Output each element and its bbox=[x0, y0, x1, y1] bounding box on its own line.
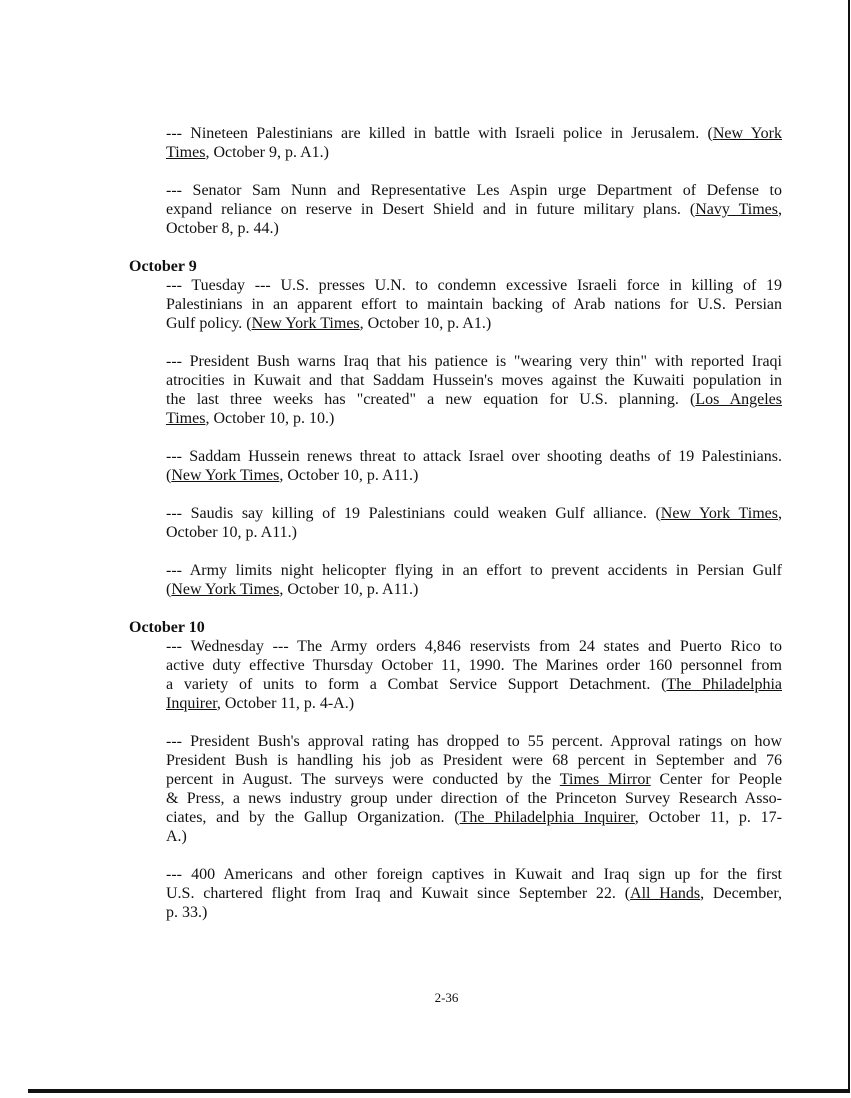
date-heading: October 10 bbox=[129, 619, 205, 636]
text-line bbox=[166, 219, 782, 238]
text-segment: , October 10, p. A11.) bbox=[279, 467, 419, 484]
text-segment: Palestinians in an apparent effort to maintain backing of Arab nations for U.S. Persian bbox=[166, 296, 782, 313]
text-segment: a variety of units to form a Combat Service Support Detachment. ( bbox=[166, 676, 667, 693]
chronology-entry bbox=[166, 637, 782, 713]
text-segment: --- President Bush warns Iraq that his patience is "wearing very thin" with reported Iraqi bbox=[166, 353, 782, 370]
text-segment: , December, bbox=[700, 885, 783, 902]
text-line bbox=[166, 124, 782, 143]
text-line bbox=[166, 371, 782, 390]
text-segment: p. 33.) bbox=[166, 904, 208, 921]
text-line bbox=[166, 732, 782, 751]
text-segment: A.) bbox=[166, 828, 187, 845]
source-citation: The Philadelphia bbox=[666, 676, 782, 693]
text-line bbox=[166, 447, 782, 466]
source-citation: Times bbox=[166, 410, 206, 427]
text-line bbox=[166, 675, 782, 694]
text-segment: ( bbox=[166, 581, 172, 598]
text-segment: --- Nineteen Palestinians are killed in battle with Israeli police in Jerusalem. ( bbox=[166, 125, 713, 142]
document-body bbox=[129, 124, 782, 941]
text-segment: , October 11, p. 4-A.) bbox=[216, 695, 355, 712]
text-segment: the last three weeks has "created" a new equation for U.S. planning. ( bbox=[166, 391, 696, 408]
text-line bbox=[166, 390, 782, 409]
text-segment: ciates, and by the Gallup Organization. ( bbox=[166, 809, 460, 826]
chronology-entry bbox=[166, 732, 782, 846]
chronology-entry bbox=[166, 561, 782, 599]
source-citation: All Hands bbox=[630, 885, 701, 902]
text-segment: --- President Bush's approval rating has dropped to 55 percent. Approval ratings on how bbox=[166, 733, 782, 750]
text-line bbox=[166, 884, 782, 903]
source-citation: Times bbox=[166, 144, 206, 161]
chronology-entry bbox=[166, 124, 782, 162]
text-line bbox=[166, 751, 782, 770]
text-line bbox=[166, 200, 782, 219]
source-citation: New York Times bbox=[660, 505, 778, 522]
text-line bbox=[166, 276, 782, 295]
text-line bbox=[166, 181, 782, 200]
source-citation: Times Mirror bbox=[559, 771, 651, 788]
text-segment: October 8, p. 44.) bbox=[166, 220, 279, 237]
source-citation: New York bbox=[712, 125, 782, 142]
chronology-entry bbox=[166, 352, 782, 428]
text-segment: expand reliance on reserve in Desert Shield and in future military plans. ( bbox=[166, 201, 696, 218]
text-segment: & Press, a news industry group under direction of the Princeton Survey Research Asso- bbox=[166, 790, 782, 807]
text-segment: --- Saddam Hussein renews threat to attack Israel over shooting deaths of 19 Palestinians. bbox=[166, 448, 782, 465]
source-citation: New York Times bbox=[171, 467, 280, 484]
text-segment: percent in August. The surveys were conducted by the bbox=[166, 771, 560, 788]
text-line bbox=[166, 656, 782, 675]
text-line bbox=[166, 466, 782, 485]
text-segment: ( bbox=[166, 467, 172, 484]
chronology-entry bbox=[166, 447, 782, 485]
text-line bbox=[166, 561, 782, 580]
page-number: 2-36 bbox=[434, 990, 459, 1005]
source-citation: Navy Times bbox=[695, 201, 778, 218]
text-line bbox=[166, 409, 782, 428]
source-citation: New York Times bbox=[171, 581, 280, 598]
text-line bbox=[166, 827, 782, 846]
text-segment: --- 400 Americans and other foreign captives in Kuwait and Iraq sign up for the first bbox=[166, 866, 782, 883]
source-citation: Los Angeles bbox=[695, 391, 783, 408]
date-heading: October 9 bbox=[129, 258, 197, 275]
text-segment: --- Saudis say killing of 19 Palestinians could weaken Gulf alliance. ( bbox=[166, 505, 661, 522]
text-segment: --- Tuesday --- U.S. presses U.N. to condemn excessive Israeli force in killing of 19 bbox=[166, 277, 782, 294]
text-line bbox=[166, 637, 782, 656]
source-citation: The Philadelphia Inquirer bbox=[459, 809, 635, 826]
text-segment: , October 10, p. A11.) bbox=[279, 581, 419, 598]
text-segment: , October 10, p. 10.) bbox=[205, 410, 335, 427]
text-line bbox=[166, 314, 782, 333]
text-line bbox=[166, 865, 782, 884]
text-segment: , October 9, p. A1.) bbox=[205, 144, 329, 161]
text-line bbox=[166, 295, 782, 314]
right-page-border bbox=[848, 0, 850, 1092]
text-line bbox=[166, 504, 782, 523]
text-segment: , October 11, p. 17- bbox=[634, 809, 782, 826]
text-line bbox=[166, 789, 782, 808]
bottom-scan-edge bbox=[28, 1089, 850, 1093]
text-segment: atrocities in Kuwait and that Saddam Hussein's moves against the Kuwaiti population in bbox=[166, 372, 782, 389]
text-segment: --- Army limits night helicopter flying in an effort to prevent accidents in Persian Gulf bbox=[166, 562, 782, 579]
source-citation: Inquirer bbox=[166, 695, 217, 712]
text-segment: October 10, p. A11.) bbox=[166, 524, 297, 541]
source-citation: New York Times bbox=[251, 315, 360, 332]
text-line bbox=[166, 523, 782, 542]
chronology-entry bbox=[166, 276, 782, 333]
text-segment: Center for People bbox=[650, 771, 782, 788]
text-segment: U.S. chartered flight from Iraq and Kuwait since September 22. ( bbox=[166, 885, 631, 902]
text-line bbox=[166, 808, 782, 827]
chronology-entry bbox=[166, 504, 782, 542]
text-segment: , bbox=[778, 201, 782, 218]
text-segment: --- Senator Sam Nunn and Representative Les Aspin urge Department of Defense to bbox=[166, 182, 782, 199]
text-line bbox=[166, 903, 782, 922]
text-segment: active duty effective Thursday October 11, 1990. The Marines order 160 personnel from bbox=[166, 657, 782, 674]
text-segment: , October 10, p. A1.) bbox=[359, 315, 492, 332]
text-line bbox=[166, 694, 782, 713]
text-line bbox=[166, 143, 782, 162]
text-line bbox=[166, 770, 782, 789]
text-line bbox=[166, 352, 782, 371]
text-segment: --- Wednesday --- The Army orders 4,846 reservists from 24 states and Puerto Rico to bbox=[166, 638, 782, 655]
chronology-entry bbox=[166, 181, 782, 238]
text-segment: Gulf policy. ( bbox=[166, 315, 252, 332]
text-line bbox=[166, 580, 782, 599]
chronology-entry bbox=[166, 865, 782, 922]
text-segment: President Bush is handling his job as President were 68 percent in September and 76 bbox=[166, 752, 782, 769]
text-segment: , bbox=[778, 505, 782, 522]
